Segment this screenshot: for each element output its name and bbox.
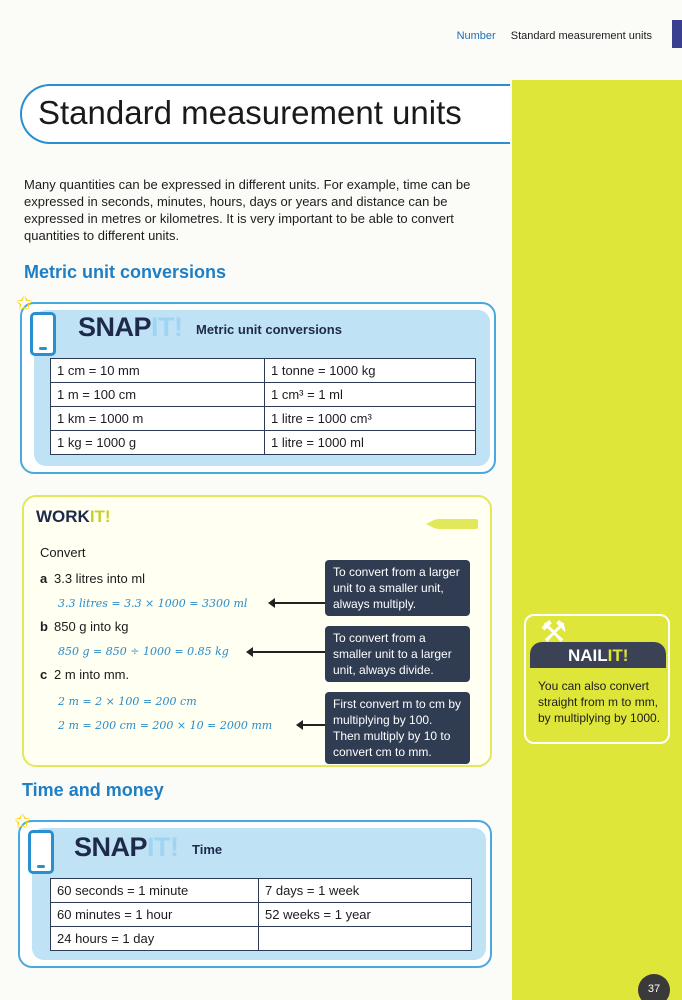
work-it-suffix: IT! [89,507,111,526]
phone-icon [28,830,54,874]
question-b [40,619,128,634]
table-row [51,359,476,383]
nail-it-label [568,646,628,666]
question-c [40,667,129,682]
snap-it-suffix: IT! [151,312,183,342]
metric-heading: Metric unit conversions [24,262,227,282]
table-cell: 60 seconds = 1 minute [51,879,259,903]
page-title: Standard measurement units [38,94,462,131]
time-snap-card [14,811,492,968]
callout-m-to-mm: First convert m to cm by multiplying by 100. Then multiply by 10 to convert cm to mm. [325,692,470,764]
star-icon: ✩ [14,811,31,833]
table-cell: 1 cm = 10 mm [51,359,265,383]
table-cell: 24 hours = 1 day [51,927,259,951]
question-letter: a [40,571,48,586]
title-box [20,84,510,144]
header-topic: Standard measurement units [510,30,652,42]
question-text: 2 m into mm. [54,667,130,682]
working-c2: 2 m = 200 cm = 200 × 10 = 2000 mm [58,719,273,732]
yellow-side-band [512,80,682,1000]
table-row [51,407,476,431]
time-heading: Time and money [22,780,164,800]
table-row [51,927,472,951]
question-text: 850 g into kg [54,619,129,634]
work-word: WORK [36,507,90,526]
table-cell: 1 m = 100 cm [51,383,265,407]
question-text: 3.3 litres into ml [54,571,146,586]
header-section: Number [456,30,496,42]
metric-snap-card [16,293,496,474]
convert-label: Convert [40,545,86,560]
work-it-heading [36,507,111,527]
table-cell: 1 km = 1000 m [51,407,265,431]
callout-multiply: To convert from a larger unit to a smaller unit, always multiply. [325,560,470,616]
snap-word: SNAP [74,832,148,862]
table-row [51,903,472,927]
question-letter: b [40,619,48,634]
table-row [51,879,472,903]
running-header [457,30,652,42]
snap-subtitle: Metric unit conversions [196,322,342,337]
table-row [51,383,476,407]
corner-tab [672,20,682,48]
question-letter: c [40,667,48,682]
question-a [40,571,145,586]
snap-it-label [78,312,183,343]
table-cell: 52 weeks = 1 year [259,903,472,927]
table-cell: 1 cm³ = 1 ml [265,383,476,407]
pencil-icon [436,519,478,529]
arrow-a [274,602,326,604]
arrow-c [302,724,326,726]
table-cell: 60 minutes = 1 hour [51,903,259,927]
working-c1: 2 m = 2 × 100 = 200 cm [58,695,197,708]
table-cell: 1 kg = 1000 g [51,431,265,455]
phone-icon [30,312,56,356]
table-cell [259,927,472,951]
snap-it-label [74,832,179,863]
metric-conversion-table [50,358,476,455]
nail-word: NAIL [568,646,608,665]
time-conversion-table [50,878,472,951]
working-b: 850 g = 850 ÷ 1000 = 0.85 kg [58,645,229,658]
snap-word: SNAP [78,312,152,342]
table-cell: 1 litre = 1000 cm³ [265,407,476,431]
callout-divide: To convert from a smaller unit to a larger unit, always divide. [325,626,470,682]
star-icon: ✩ [16,293,33,315]
table-cell: 1 tonne = 1000 kg [265,359,476,383]
table-cell: 1 litre = 1000 ml [265,431,476,455]
hammer-icon: ⚒ [540,616,567,649]
snap-it-suffix: IT! [147,832,179,862]
table-cell: 7 days = 1 week [259,879,472,903]
page-number: 37 [638,974,670,1000]
nail-it-suffix: IT! [607,646,629,665]
nail-it-card [524,614,670,744]
nail-it-text: You can also convert straight from m to mm, by multiplying by 1000. [538,679,661,725]
snap-subtitle: Time [192,842,223,857]
working-a: 3.3 litres = 3.3 × 1000 = 3300 ml [58,597,248,610]
intro-paragraph: Many quantities can be expressed in different units. For example, time can be expressed in seconds, minutes, hours, days or years and distance can be expressed in metres or kilometres. It is very important to be able to convert quantities to different units. [24,177,471,243]
table-row [51,431,476,455]
arrow-b [252,651,326,653]
